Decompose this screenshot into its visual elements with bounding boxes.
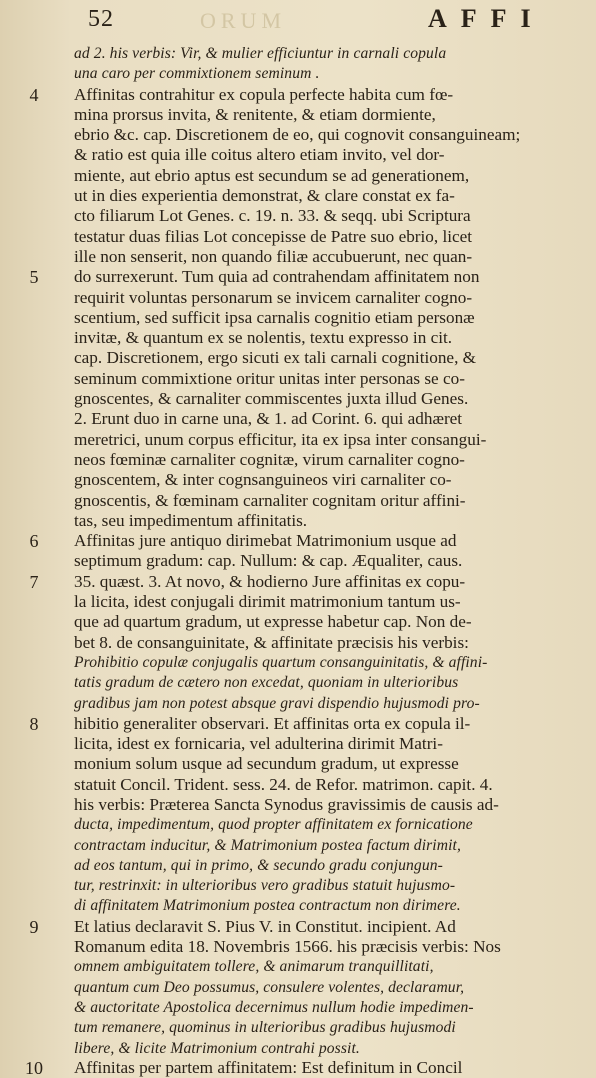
- text-line: [25, 1057, 582, 1078]
- text-line: [54, 551, 582, 571]
- line-text: que ad quartum gradum, ut expresse habetur cap. Non de-: [74, 612, 472, 632]
- text-line: [54, 288, 582, 308]
- line-text: scentium, sed sufficit ipsa carnalis cognitio etiam personæ: [74, 307, 475, 327]
- line-text: meretrici, unum corpus efficitur, ita ex ipsa inter consangui-: [74, 429, 487, 449]
- line-text: tum remanere, quominus in ulterioribus gradibus hujusmodi: [74, 1019, 456, 1037]
- line-text: la licita, idest conjugali dirimit matrimonium tantum us-: [74, 592, 461, 612]
- line-text: requirit voluntas personarum se invicem carnaliter cogno-: [74, 287, 473, 307]
- line-text: seminum commixtione oritur unitas inter personas se co-: [74, 368, 465, 388]
- line-text: gnoscentis, & fœminam carnaliter cognitam oritur affini-: [74, 490, 466, 510]
- text-line: [54, 896, 582, 916]
- paragraph-number: 9: [29, 916, 39, 937]
- running-head: AFFI: [428, 4, 545, 33]
- text-line: [54, 592, 582, 612]
- text-line: [54, 876, 582, 896]
- line-text: omnem ambiguitatem tollere, & animarum tranquillitati,: [74, 958, 434, 976]
- line-text: gnoscentes, & carnaliter commiscentes juxta illud Genes.: [74, 389, 469, 409]
- text-line: [54, 978, 582, 998]
- page-header: [0, 0, 596, 40]
- text-line: [29, 916, 582, 937]
- text-line: [54, 633, 582, 653]
- line-text: testatur duas filias Lot concepisse de Patre suo ebrio, licet: [74, 226, 473, 246]
- line-text: Affinitas per partem affinitatem: Est definitum in Concil: [74, 1057, 463, 1077]
- text-line: [54, 470, 582, 490]
- line-text: licita, idest ex fornicaria, vel adulterina dirimit Matri-: [74, 734, 443, 754]
- text-line: [54, 856, 582, 876]
- line-text: & auctoritate Apostolica decernimus nullum hodie impedimen-: [74, 998, 474, 1016]
- line-text: cto filiarum Lot Genes. c. 19. n. 33. & seqq. ubi Scriptura: [74, 206, 471, 226]
- line-text: invitæ, & quantum ex se nolentis, textu expresso in cit.: [74, 328, 453, 348]
- line-text: una caro per commixtionem seminum .: [74, 65, 320, 83]
- line-text: ducta, impedimentum, quod propter affinitatem ex fornicatione: [74, 816, 473, 834]
- text-line: [54, 308, 582, 328]
- text-line: [54, 247, 582, 267]
- line-text: 35. quæst. 3. At novo, & hodierno Jure affinitas ex copu-: [74, 571, 466, 591]
- line-text: quantum cum Deo possumus, consulere volentes, declaramur,: [74, 978, 465, 996]
- line-text: tur, restrinxit: in ulterioribus vero gradibus statuit hujusmo-: [74, 877, 456, 895]
- text-line: [54, 125, 582, 145]
- paragraph-number: 4: [29, 84, 39, 105]
- line-text: ad 2. his verbis: Vir, & mulier efficiuntur in carnali copula: [74, 45, 447, 62]
- text-line: [54, 775, 582, 795]
- line-text: bet 8. de consanguinitate, & affinitate præcisis his verbis:: [74, 632, 469, 652]
- text-line: [54, 1039, 582, 1059]
- paragraph-number: 7: [29, 571, 39, 592]
- line-text: neos fœminæ carnaliter cognitæ, virum carnaliter cogno-: [74, 449, 465, 469]
- line-text: ut in dies experientia demonstrat, & clare constat ex fa-: [74, 186, 455, 206]
- line-text: ille non senserit, non quando filiæ accubuerunt, nec quan-: [74, 246, 473, 266]
- text-line: [54, 836, 582, 856]
- text-line: [54, 166, 582, 186]
- text-line: [54, 754, 582, 774]
- text-line: [54, 328, 582, 348]
- paragraph-number: 5: [29, 267, 39, 288]
- text-line: [54, 491, 582, 511]
- line-text: Romanum edita 18. Novembris 1566. his præcisis verbis: Nos: [74, 937, 501, 957]
- text-line: [54, 612, 582, 632]
- text-line: [54, 145, 582, 165]
- line-text: 2. Erunt duo in carne una, & 1. ad Corint. 6. qui adhæret: [74, 409, 463, 429]
- line-text: septimum gradum: cap. Nullum: & cap. Æqualiter, caus.: [74, 551, 463, 571]
- line-text: tas, seu impedimentum affinitatis.: [74, 510, 308, 530]
- text-line: [54, 369, 582, 389]
- text-line: [54, 227, 582, 247]
- text-line: [54, 389, 582, 409]
- text-line: [54, 673, 582, 693]
- line-text: Et latius declaravit S. Pius V. in Constitut. incipient. Ad: [74, 916, 456, 936]
- text-line: [54, 348, 582, 368]
- text-line: [54, 105, 582, 125]
- text-line: [29, 267, 582, 288]
- line-text: hibitio generaliter observari. Et affinitas orta ex copula il-: [74, 713, 471, 733]
- text-line: [54, 206, 582, 226]
- text-line: [29, 84, 582, 105]
- line-text: mina prorsus invita, & renitente, & etiam dormiente,: [74, 104, 436, 124]
- text-line: [54, 1018, 582, 1038]
- text-line: [54, 186, 582, 206]
- line-text: contractam inducitur, & Matrimonium postea factum dirimit,: [74, 836, 461, 854]
- line-text: & ratio est quia ille coitus altero etiam invito, vel dor-: [74, 145, 445, 165]
- text-line: [54, 430, 582, 450]
- line-text: statuit Concil. Trident. sess. 24. de Refor. matrimon. capit. 4.: [74, 774, 493, 794]
- text-line: [54, 937, 582, 957]
- text-line: [54, 409, 582, 429]
- text-line: [54, 734, 582, 754]
- text-line: [54, 653, 582, 673]
- line-text: gradibus jam non potest absque gravi dispendio hujusmodi pro-: [74, 694, 480, 712]
- text-line: [54, 998, 582, 1018]
- text-line: [54, 511, 582, 531]
- text-line: [54, 694, 582, 714]
- body-text: [25, 44, 582, 1078]
- line-text: do surrexerunt. Tum quia ad contrahendam affinitatem non: [74, 267, 480, 287]
- text-line: [54, 64, 582, 84]
- text-line: [29, 571, 582, 592]
- line-text: his verbis: Præterea Sancta Synodus gravissimis de causis ad-: [74, 794, 499, 814]
- line-text: di affinitatem Matrimonium postea contractum non dirimere.: [74, 897, 461, 915]
- text-line: [54, 795, 582, 815]
- page-number: 52: [88, 6, 114, 32]
- text-line: [54, 44, 582, 64]
- line-text: ad eos tantum, qui in primo, & secundo gradu conjungun-: [74, 856, 443, 874]
- line-text: Affinitas contrahitur ex copula perfecte habita cum fœ-: [74, 84, 454, 104]
- line-text: monium solum usque ad secundum gradum, ut expresse: [74, 754, 459, 774]
- paragraph-number: 10: [25, 1057, 43, 1078]
- line-text: libere, & licite Matrimonium contrahi possit.: [74, 1039, 360, 1057]
- line-text: Affinitas jure antiquo dirimebat Matrimonium usque ad: [74, 531, 457, 551]
- show-through-text: ORUM: [200, 8, 287, 33]
- text-line: [54, 450, 582, 470]
- line-text: cap. Discretionem, ergo sicuti ex tali carnali cognitione, &: [74, 348, 477, 368]
- text-line: [54, 815, 582, 835]
- line-text: miente, aut ebrio aptus est secundum se ad generationem,: [74, 165, 470, 185]
- line-text: Prohibitio copulæ conjugalis quartum consanguinitatis, & affini-: [74, 653, 488, 671]
- line-text: ebrio &c. cap. Discretionem de eo, qui cognovit consanguineam;: [74, 125, 521, 145]
- text-line: [29, 531, 582, 552]
- paragraph-number: 6: [29, 531, 39, 552]
- text-line: [29, 713, 582, 734]
- paragraph-number: 8: [29, 713, 39, 734]
- line-text: tatis gradum de cætero non excedat, quoniam in ulterioribus: [74, 674, 459, 692]
- text-line: [54, 957, 582, 977]
- line-text: gnoscentem, & inter cognsanguineos viri carnaliter co-: [74, 470, 452, 490]
